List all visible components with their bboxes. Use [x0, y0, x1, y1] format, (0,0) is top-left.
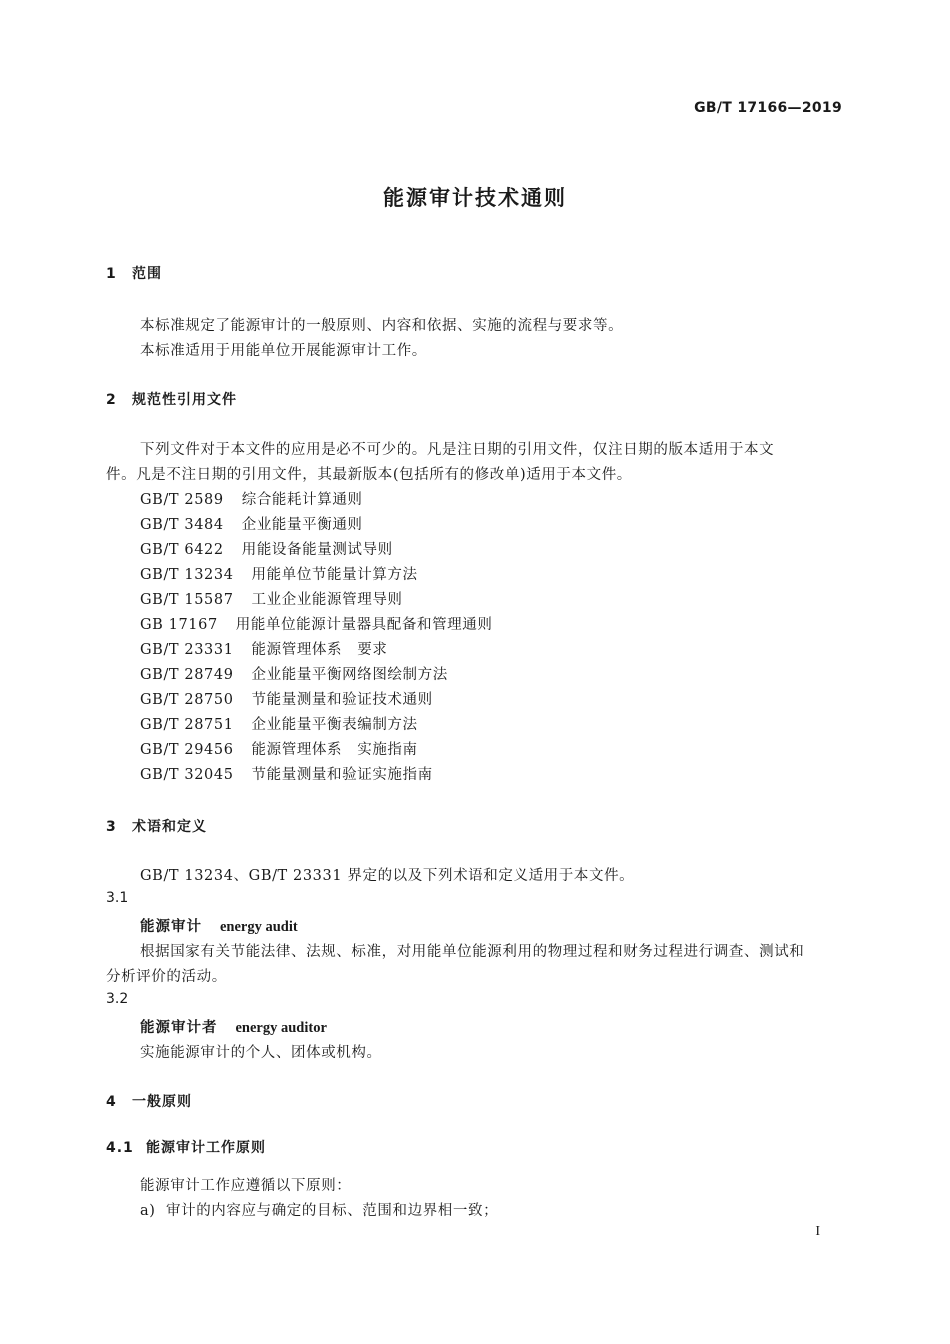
list-label: a): [140, 1203, 156, 1219]
paragraph: GB/T 13234、GB/T 23331 界定的以及下列术语和定义适用于本文件。: [140, 868, 635, 884]
reference-code: GB/T 3484: [140, 517, 224, 533]
term-number: 3.1: [106, 890, 129, 906]
reference-code: GB/T 28751: [140, 717, 234, 733]
term-definition: 分析评价的活动。: [106, 969, 227, 985]
section-1-heading: [106, 263, 162, 283]
section-number: 4: [106, 1094, 117, 1110]
reference-title: 企业能量平衡网络图绘制方法: [251, 667, 448, 683]
reference-title: 工业企业能源管理导则: [251, 592, 403, 608]
reference-title: 用能单位节能量计算方法: [251, 567, 418, 583]
term-entry: [140, 915, 298, 936]
page-number: I: [815, 1224, 820, 1239]
term-zh: 能源审计者: [140, 1020, 218, 1036]
subsection-number: 4.1: [106, 1140, 134, 1156]
reference-code: GB/T 32045: [140, 767, 234, 783]
term-zh: 能源审计: [140, 919, 202, 935]
reference-title: 企业能量平衡表编制方法: [251, 717, 418, 733]
reference-item: [140, 538, 393, 559]
paragraph: 本标准规定了能源审计的一般原则、内容和依据、实施的流程与要求等。: [140, 318, 624, 334]
paragraph: 下列文件对于本文件的应用是必不可少的。凡是注日期的引用文件，仅注日期的版本适用于本文: [140, 442, 775, 458]
reference-title: 能源管理体系 实施指南: [251, 742, 418, 758]
subsection-4-1-heading: [106, 1137, 266, 1157]
section-4-heading: [106, 1091, 192, 1111]
paragraph: 本标准适用于用能单位开展能源审计工作。: [140, 343, 427, 359]
reference-item: [140, 663, 448, 684]
list-item: [140, 1199, 498, 1220]
reference-code: GB/T 28750: [140, 692, 234, 708]
document-title: 能源审计技术通则: [383, 186, 567, 210]
section-title: 范围: [132, 266, 162, 282]
section-number: 3: [106, 819, 117, 835]
term-en: energy auditor: [235, 1020, 327, 1036]
reference-title: 节能量测量和验证技术通则: [251, 692, 433, 708]
reference-title: 企业能量平衡通则: [241, 517, 363, 533]
section-3-heading: [106, 816, 207, 836]
reference-title: 节能量测量和验证实施指南: [251, 767, 433, 783]
reference-item: [140, 488, 363, 509]
subsection-title: 能源审计工作原则: [146, 1140, 266, 1156]
reference-item: [140, 588, 403, 609]
section-title: 术语和定义: [132, 819, 207, 835]
section-title: 一般原则: [132, 1094, 192, 1110]
list-text: 审计的内容应与确定的目标、范围和边界相一致；: [166, 1203, 499, 1219]
reference-item: [140, 638, 387, 659]
term-en: energy audit: [220, 919, 298, 935]
reference-code: GB/T 15587: [140, 592, 234, 608]
term-definition: 实施能源审计的个人、团体或机构。: [140, 1045, 382, 1061]
reference-item: [140, 563, 418, 584]
reference-title: 用能设备能量测试导则: [241, 542, 393, 558]
reference-title: 用能单位能源计量器具配备和管理通则: [235, 617, 493, 633]
term-number: 3.2: [106, 991, 129, 1007]
reference-code: GB/T 29456: [140, 742, 234, 758]
reference-item: [140, 513, 363, 534]
reference-item: [140, 613, 492, 634]
reference-title: 综合能耗计算通则: [241, 492, 363, 508]
section-number: 1: [106, 266, 117, 282]
reference-code: GB/T 2589: [140, 492, 224, 508]
section-2-heading: [106, 389, 237, 409]
reference-title: 能源管理体系 要求: [251, 642, 388, 658]
reference-code: GB 17167: [140, 617, 218, 633]
standard-number: GB/T 17166—2019: [694, 100, 842, 116]
reference-item: [140, 713, 418, 734]
paragraph: 能源审计工作应遵循以下原则：: [140, 1178, 352, 1194]
term-entry: [140, 1016, 327, 1037]
reference-item: [140, 763, 433, 784]
reference-code: GB/T 6422: [140, 542, 224, 558]
section-title: 规范性引用文件: [132, 392, 237, 408]
paragraph: 件。凡是不注日期的引用文件，其最新版本(包括所有的修改单)适用于本文件。: [106, 467, 632, 483]
reference-item: [140, 738, 418, 759]
reference-item: [140, 688, 433, 709]
reference-code: GB/T 13234: [140, 567, 234, 583]
term-definition: 根据国家有关节能法律、法规、标准，对用能单位能源利用的物理过程和财务过程进行调查、测试和: [140, 944, 805, 960]
reference-code: GB/T 28749: [140, 667, 234, 683]
reference-code: GB/T 23331: [140, 642, 234, 658]
section-number: 2: [106, 392, 117, 408]
